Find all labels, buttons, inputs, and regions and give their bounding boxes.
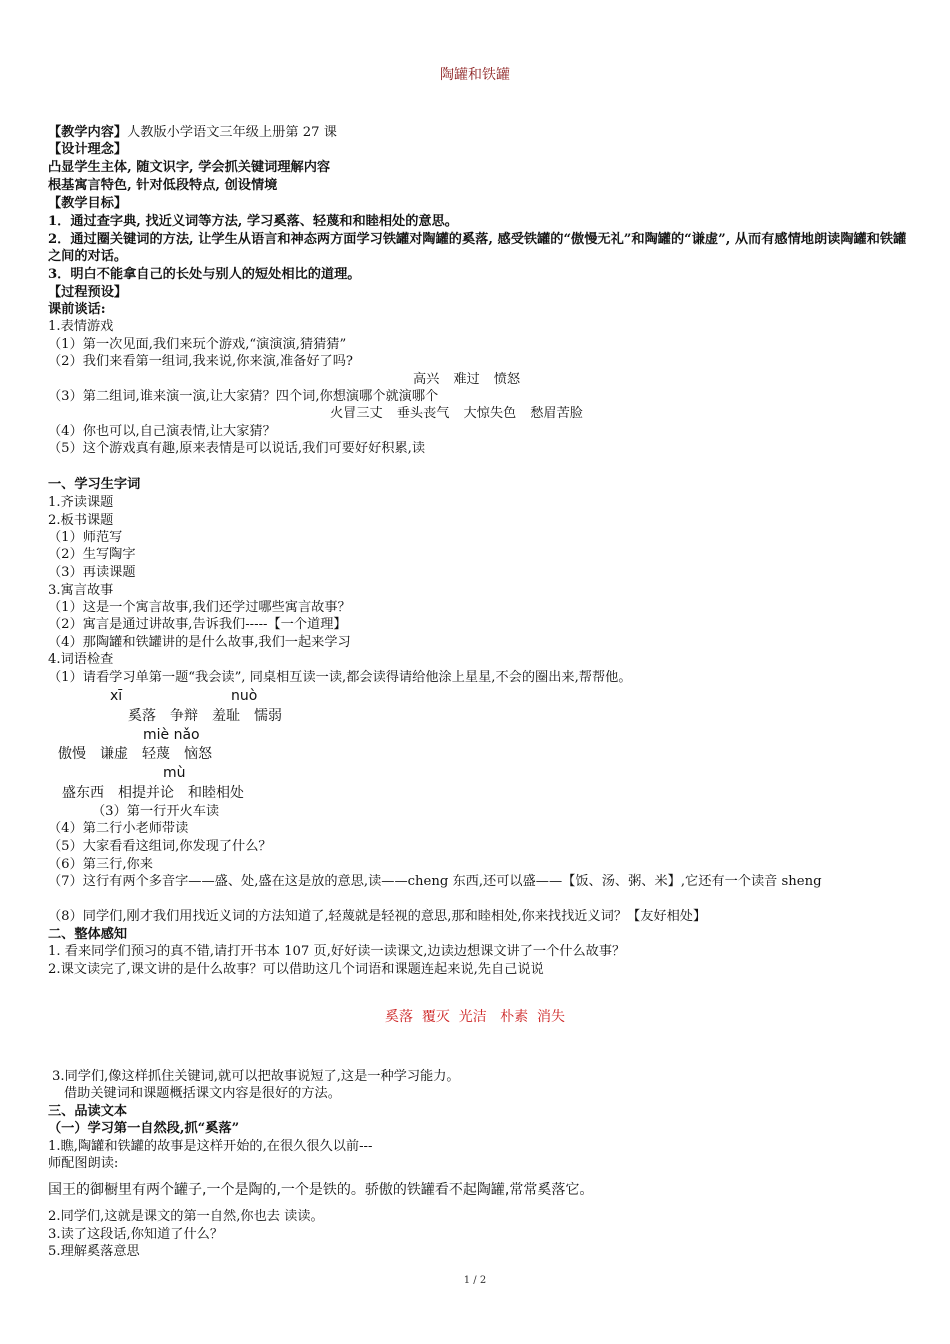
design-label: 【设计理念】 — [48, 142, 128, 157]
game-step-1: （1）第一次见面,我们来玩个游戏,“演演演,猜猜猜” — [48, 337, 347, 352]
pre-talk-heading: 课前谈话: — [48, 302, 106, 317]
s1-item-4: 4.词语检查 — [48, 652, 114, 667]
row3-word: 和睦相处 — [188, 785, 244, 801]
s1-item-4f: （7）这行有两个多音字——盛、处,盛在这是放的意思,读——cheng 东西,还可以盛——【饭、汤、粥、米】,它还有一个读音 sheng — [48, 874, 822, 889]
row2-word: 轻蔑 — [142, 746, 170, 762]
word-group-1 — [413, 371, 520, 388]
word-group-2 — [330, 405, 583, 422]
pinyin-mie-nao: miè nǎo — [143, 727, 200, 743]
game-title: 1.表情游戏 — [48, 319, 114, 334]
row2-word: 恼怒 — [184, 746, 212, 762]
s3-quote: 国王的御橱里有两个罐子,一个是陶的,一个是铁的。骄傲的铁罐看不起陶罐,常常奚落它。 — [48, 1182, 594, 1198]
s1-item-2: 2.板书课题 — [48, 513, 114, 528]
s3-item-2: 2.同学们,这就是课文的第一自然,你也去 读读。 — [48, 1209, 324, 1224]
keyword: 奚落 — [384, 1009, 413, 1025]
s3-item-3: 3.读了这段话,你知道了什么？ — [48, 1227, 224, 1242]
s2-item-2: 2.课文读完了,课文讲的是什么故事？可以借助这几个词语和课题连起来说,先自己说说 — [48, 962, 544, 977]
content-label: 【教学内容】 — [48, 125, 128, 140]
pinyin-nuo: nuò — [231, 688, 258, 704]
goal-2: 2．通过圈关键词的方法, 让学生从语言和神态两方面学习铁罐对陶罐的奚落, 感受铁罐的“傲慢无礼”和陶罐的“谦虚”, 从而有感情地朗读陶罐和铁罐之间的对话。 — [48, 232, 907, 264]
design-line-1: 凸显学生主体, 随文识字, 学会抓关键词理解内容 — [48, 160, 331, 175]
s1-item-3: 3.寓言故事 — [48, 583, 114, 598]
goals-label: 【教学目标】 — [48, 196, 128, 211]
pinyin-xi: xī — [110, 688, 123, 704]
game-step-4: （4）你也可以,自己演表情,让大家猜？ — [48, 424, 276, 439]
process-label: 【过程预设】 — [48, 285, 128, 300]
row1-word: 羞耻 — [212, 708, 240, 724]
keyword-list — [0, 1006, 950, 1026]
s1-item-4d: （5）大家看看这组词,你发现了什么？ — [48, 839, 272, 854]
s1-item-4g: （8）同学们,刚才我们用找近义词的方法知道了,轻蔑就是轻视的意思,那和睦相处,你来找找近义词？【友好相处】 — [48, 909, 707, 924]
page-number: 1 / 2 — [463, 1275, 487, 1286]
keyword: 光洁 — [458, 1009, 487, 1025]
teaching-content-line — [48, 124, 337, 141]
s3-item-5: 5.理解奚落意思 — [48, 1244, 140, 1259]
s3-item-1b: 师配图朗读: — [48, 1156, 119, 1171]
row1-word: 懦弱 — [254, 708, 282, 724]
row1-word: 争辩 — [170, 708, 198, 724]
row3-word: 盛东西 — [62, 785, 104, 801]
s2-item-1: 1. 看来同学们预习的真不错,请打开书本 107 页,好好读一读课文,边读边想课文讲了一个什么故事？ — [48, 944, 626, 959]
s1-item-3a: （1）这是一个寓言故事,我们还学过哪些寓言故事？ — [48, 600, 351, 615]
game-step-3: （3）第二组词,谁来演一演,让大家猜？四个词,你想演哪个就演哪个 — [48, 389, 439, 404]
row2-word: 傲慢 — [58, 746, 86, 762]
word-row-2 — [58, 746, 212, 763]
s2-item-3b: 借助关键词和课题概括课文内容是很好的方法。 — [64, 1086, 341, 1101]
s3-item-1: 1.瞧,陶罐和铁罐的故事是这样开始的,在很久很久以前--- — [48, 1139, 373, 1154]
s1-item-3b: （2）寓言是通过讲故事,告诉我们-----【一个道理】 — [48, 617, 347, 632]
s1-item-2c: （3）再读课题 — [48, 565, 136, 580]
group2-word: 愁眉苦脸 — [530, 406, 583, 421]
keyword: 消失 — [537, 1009, 566, 1025]
design-line-2: 根基寓言特色, 针对低段特点, 创设情境 — [48, 178, 278, 193]
s1-item-2a: （1）师范写 — [48, 530, 123, 545]
game-step-2: （2）我们来看第一组词,我来说,你来演,准备好了吗? — [48, 354, 353, 369]
section-1-title: 一、学习生字词 — [48, 477, 141, 492]
group1-word: 愤怒 — [493, 372, 521, 387]
word-row-3 — [62, 785, 244, 802]
word-row-1 — [128, 708, 282, 725]
group2-word: 火冒三丈 — [330, 406, 383, 421]
group2-word: 大惊失色 — [463, 406, 517, 421]
keyword: 朴素 — [500, 1009, 529, 1025]
s2-item-3: 3.同学们,像这样抓住关键词,就可以把故事说短了,这是一种学习能力。 — [52, 1069, 460, 1084]
goal-3: 3．明白不能拿自己的长处与别人的短处相比的道理。 — [48, 267, 361, 282]
goal-1: 1．通过查字典, 找近义词等方法, 学习奚落、轻蔑和和睦相处的意思。 — [48, 214, 458, 229]
s1-item-4a: （1）请看学习单第一题“我会读”, 同桌相互读一读,都会读得请给他涂上星星,不会的圈出来,帮帮他。 — [48, 670, 632, 685]
s1-item-4e: （6）第三行,你来 — [48, 857, 153, 872]
section-3-subtitle: （一）学习第一自然段,抓“奚落” — [48, 1121, 240, 1136]
row2-word: 谦虚 — [100, 746, 128, 762]
s1-item-4b: （3）第一行开火车读 — [92, 804, 220, 819]
s1-item-2b: （2）生写陶字 — [48, 547, 136, 562]
document-title: 陶罐和铁罐 — [440, 67, 510, 83]
s1-item-1: 1.齐读课题 — [48, 495, 114, 510]
keyword: 覆灭 — [421, 1009, 450, 1025]
s1-item-4c: （4）第二行小老师带读 — [48, 821, 189, 836]
s1-item-3c: （4）那陶罐和铁罐讲的是什么故事,我们一起来学习 — [48, 635, 351, 650]
group1-word: 难过 — [453, 372, 480, 387]
row1-word: 奚落 — [128, 708, 156, 724]
section-2-title: 二、整体感知 — [48, 927, 128, 942]
group1-word: 高兴 — [413, 372, 440, 387]
section-3-title: 三、品读文本 — [48, 1104, 128, 1119]
group2-word: 垂头丧气 — [396, 406, 450, 421]
row3-word: 相提并论 — [118, 785, 174, 801]
content-text: 人教版小学语文三年级上册第 27 课 — [127, 125, 337, 140]
game-step-5: （5）这个游戏真有趣,原来表情是可以说话,我们可要好好积累,读 — [48, 441, 426, 456]
pinyin-mu: mù — [163, 765, 186, 781]
